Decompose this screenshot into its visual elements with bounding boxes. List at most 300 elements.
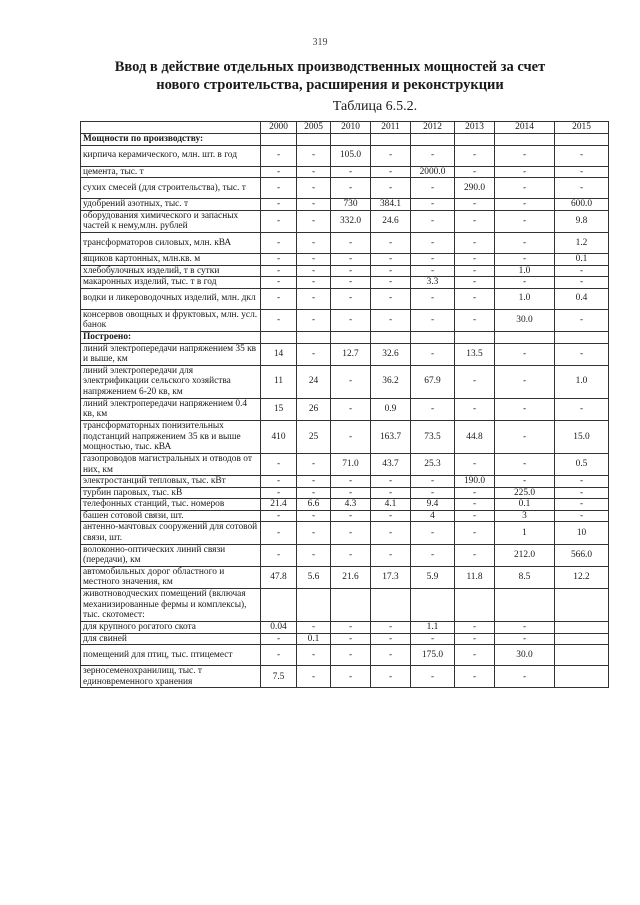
table-cell: 1.2: [555, 232, 609, 253]
table-cell: -: [455, 510, 495, 522]
table-cell: 21.4: [261, 499, 297, 511]
row-label: для свиней: [81, 633, 261, 645]
row-label: антенно-мачтовых сооружений для сотовой связи, шт.: [81, 522, 261, 544]
table-cell: [261, 589, 297, 622]
table-cell: -: [495, 253, 555, 265]
table-cell: -: [331, 420, 371, 453]
table-row: [81, 589, 609, 622]
table-cell: 9.8: [555, 210, 609, 232]
row-label: ящиков картонных, млн.кв. м: [81, 253, 261, 265]
table-cell: 163.7: [371, 420, 411, 453]
row-label: трансформаторных понизительных подстанций напряжением 35 кв и выше мощностью, тыс. кВА: [81, 420, 261, 453]
table-cell: -: [455, 232, 495, 253]
table-cell: -: [261, 453, 297, 475]
table-cell: -: [297, 645, 331, 666]
table-cell: 30.0: [495, 309, 555, 331]
table-cell: -: [495, 365, 555, 398]
table-row: [81, 365, 609, 398]
table-row: [81, 210, 609, 232]
table-cell: 7.5: [261, 666, 297, 688]
table-cell: 24: [297, 365, 331, 398]
table-cell: -: [455, 166, 495, 178]
table-cell: [297, 331, 331, 343]
table-cell: 25: [297, 420, 331, 453]
table-cell: 0.5: [555, 453, 609, 475]
section-row: [81, 331, 609, 343]
table-cell: [555, 134, 609, 146]
table-cell: -: [297, 178, 331, 199]
row-label: турбин паровых, тыс. кВ: [81, 487, 261, 499]
table-cell: -: [297, 510, 331, 522]
table-cell: [411, 589, 455, 622]
table-cell: 0.9: [371, 398, 411, 420]
table-cell: 566.0: [555, 544, 609, 566]
table-cell: -: [331, 522, 371, 544]
table-cell: 0.1: [495, 499, 555, 511]
table-cell: [555, 622, 609, 634]
table-row: [81, 309, 609, 331]
table-cell: -: [555, 277, 609, 289]
table-cell: -: [331, 253, 371, 265]
table-row: [81, 420, 609, 453]
table-cell: -: [495, 232, 555, 253]
table-cell: -: [455, 487, 495, 499]
table-cell: -: [371, 633, 411, 645]
table-row: [81, 178, 609, 199]
table-cell: -: [495, 343, 555, 365]
table-cell: -: [455, 210, 495, 232]
table-cell: -: [555, 487, 609, 499]
header-row: [81, 122, 609, 134]
table-cell: -: [331, 398, 371, 420]
table-row: [81, 253, 609, 265]
table-cell: 15: [261, 398, 297, 420]
table-row: [81, 265, 609, 277]
table-cell: -: [261, 309, 297, 331]
table-cell: -: [297, 309, 331, 331]
table-row: [81, 499, 609, 511]
table-cell: 0.4: [555, 288, 609, 309]
table-cell: -: [555, 476, 609, 488]
table-cell: -: [455, 277, 495, 289]
table-cell: -: [495, 622, 555, 634]
table-cell: -: [411, 487, 455, 499]
table-cell: 8.5: [495, 566, 555, 588]
table-cell: 32.6: [371, 343, 411, 365]
table-cell: 384.1: [371, 199, 411, 211]
table-caption: Таблица 6.5.2.: [332, 99, 418, 114]
table-cell: -: [331, 487, 371, 499]
table-cell: -: [455, 309, 495, 331]
table-cell: -: [455, 145, 495, 166]
table-cell: [331, 589, 371, 622]
table-cell: [455, 134, 495, 146]
page-number: 319: [312, 37, 328, 48]
table-cell: 105.0: [331, 145, 371, 166]
table-cell: -: [297, 145, 331, 166]
table-cell: -: [555, 343, 609, 365]
table-cell: 1.1: [411, 622, 455, 634]
table-cell: [297, 134, 331, 146]
table-row: [81, 633, 609, 645]
table-cell: -: [455, 499, 495, 511]
table-cell: -: [455, 453, 495, 475]
header-label: [81, 122, 261, 134]
table-row: [81, 166, 609, 178]
table-cell: -: [555, 499, 609, 511]
table-cell: [555, 589, 609, 622]
table-cell: -: [555, 178, 609, 199]
table-cell: 290.0: [455, 178, 495, 199]
table-cell: 67.9: [411, 365, 455, 398]
table-cell: [371, 331, 411, 343]
table-row: [81, 476, 609, 488]
table-cell: -: [411, 265, 455, 277]
table-cell: -: [455, 199, 495, 211]
table-cell: 175.0: [411, 645, 455, 666]
table-cell: [331, 134, 371, 146]
table-cell: 600.0: [555, 199, 609, 211]
table-cell: -: [411, 232, 455, 253]
table-cell: -: [495, 210, 555, 232]
table-cell: 2000.0: [411, 166, 455, 178]
table-cell: -: [371, 645, 411, 666]
table-cell: 225.0: [495, 487, 555, 499]
table-cell: -: [455, 544, 495, 566]
table-cell: 26: [297, 398, 331, 420]
table-cell: -: [455, 645, 495, 666]
table-cell: 4.3: [331, 499, 371, 511]
year-header: 2014: [495, 122, 555, 134]
table-cell: -: [371, 265, 411, 277]
table-cell: [495, 589, 555, 622]
table-row: [81, 645, 609, 666]
table-cell: -: [455, 666, 495, 688]
row-label: линий электропередачи напряжением 0.4 кв, км: [81, 398, 261, 420]
table-cell: -: [371, 232, 411, 253]
section-row: [81, 134, 609, 146]
table-row: [81, 487, 609, 499]
table-cell: -: [371, 166, 411, 178]
table-cell: 25.3: [411, 453, 455, 475]
table-cell: 190.0: [455, 476, 495, 488]
row-label: хлебобулочных изделий, т в сутки: [81, 265, 261, 277]
table-cell: -: [455, 253, 495, 265]
table-cell: 332.0: [331, 210, 371, 232]
row-label: для крупного рогатого скота: [81, 622, 261, 634]
capacity-table: [80, 121, 609, 688]
table-cell: -: [555, 145, 609, 166]
table-cell: -: [331, 178, 371, 199]
table-cell: [555, 666, 609, 688]
row-label: консервов овощных и фруктовых, млн. усл. банок: [81, 309, 261, 331]
table-row: [81, 145, 609, 166]
table-cell: -: [411, 398, 455, 420]
table-cell: -: [411, 199, 455, 211]
table-cell: [297, 589, 331, 622]
table-cell: -: [455, 398, 495, 420]
table-cell: -: [297, 544, 331, 566]
table-cell: -: [371, 510, 411, 522]
table-row: [81, 288, 609, 309]
title-line-1: Ввод в действие отдельных производственных мощностей за счет: [114, 59, 546, 75]
table-cell: -: [331, 645, 371, 666]
table-cell: -: [261, 178, 297, 199]
table-cell: [411, 134, 455, 146]
table-cell: -: [455, 288, 495, 309]
table-cell: 17.3: [371, 566, 411, 588]
row-label: башен сотовой связи, шт.: [81, 510, 261, 522]
table-cell: 5.9: [411, 566, 455, 588]
table-cell: -: [331, 277, 371, 289]
table-cell: -: [411, 145, 455, 166]
table-cell: -: [411, 633, 455, 645]
table-cell: -: [297, 166, 331, 178]
table-row: [81, 277, 609, 289]
table-cell: 212.0: [495, 544, 555, 566]
year-header: 2005: [297, 122, 331, 134]
table-cell: -: [331, 510, 371, 522]
year-header: 2012: [411, 122, 455, 134]
table-row: [81, 666, 609, 688]
table-cell: 44.8: [455, 420, 495, 453]
table-cell: -: [411, 178, 455, 199]
table-cell: -: [261, 199, 297, 211]
table-cell: [261, 331, 297, 343]
table-cell: -: [495, 145, 555, 166]
table-cell: 3.3: [411, 277, 455, 289]
table-cell: -: [495, 633, 555, 645]
table-cell: 6.6: [297, 499, 331, 511]
table-cell: 30.0: [495, 645, 555, 666]
table-cell: 1.0: [495, 288, 555, 309]
table-cell: -: [261, 522, 297, 544]
table-cell: -: [411, 522, 455, 544]
table-cell: -: [331, 288, 371, 309]
table-cell: 5.6: [297, 566, 331, 588]
table-cell: -: [411, 343, 455, 365]
table-cell: -: [297, 232, 331, 253]
table-cell: -: [371, 622, 411, 634]
table-cell: -: [371, 666, 411, 688]
table-row: [81, 199, 609, 211]
row-label: телефонных станций, тыс. номеров: [81, 499, 261, 511]
table-cell: 43.7: [371, 453, 411, 475]
row-label: макаронных изделий, тыс. т в год: [81, 277, 261, 289]
table-cell: -: [455, 265, 495, 277]
row-label: трансформаторов силовых, млн. кВА: [81, 232, 261, 253]
table-cell: -: [495, 277, 555, 289]
table-cell: -: [331, 633, 371, 645]
table-row: [81, 566, 609, 588]
year-header: 2010: [331, 122, 371, 134]
table-cell: 3: [495, 510, 555, 522]
section-header: Построено:: [81, 331, 261, 343]
table-cell: -: [261, 210, 297, 232]
table-cell: 73.5: [411, 420, 455, 453]
table-cell: [331, 331, 371, 343]
table-cell: -: [495, 476, 555, 488]
table-cell: [555, 633, 609, 645]
year-header: 2011: [371, 122, 411, 134]
row-label: электростанций тепловых, тыс. кВт: [81, 476, 261, 488]
table-cell: -: [331, 365, 371, 398]
table-cell: -: [455, 365, 495, 398]
table-cell: -: [331, 232, 371, 253]
table-cell: -: [261, 487, 297, 499]
table-cell: -: [261, 476, 297, 488]
table-cell: [371, 589, 411, 622]
year-header: 2000: [261, 122, 297, 134]
table-cell: 4: [411, 510, 455, 522]
year-header: 2013: [455, 122, 495, 134]
table-cell: -: [371, 476, 411, 488]
table-cell: 13.5: [455, 343, 495, 365]
table-cell: -: [331, 309, 371, 331]
row-label: зерносеменохранилищ, тыс. т единовременного хранения: [81, 666, 261, 688]
table-cell: -: [261, 145, 297, 166]
table-cell: -: [371, 253, 411, 265]
table-cell: -: [411, 288, 455, 309]
table-cell: -: [495, 178, 555, 199]
table-cell: -: [261, 645, 297, 666]
table-row: [81, 522, 609, 544]
table-cell: -: [495, 420, 555, 453]
row-label: удобрений азотных, тыс. т: [81, 199, 261, 211]
table-cell: -: [411, 309, 455, 331]
table-row: [81, 622, 609, 634]
table-cell: [411, 331, 455, 343]
table-cell: -: [495, 666, 555, 688]
table-cell: 1.0: [555, 365, 609, 398]
table-cell: -: [331, 666, 371, 688]
table-cell: -: [495, 453, 555, 475]
row-label: животноводческих помещений (включая механизированные фермы и комплексы), тыс. скотомест:: [81, 589, 261, 622]
table-cell: 10: [555, 522, 609, 544]
table-cell: -: [371, 277, 411, 289]
table-cell: -: [297, 253, 331, 265]
table-row: [81, 510, 609, 522]
table-cell: -: [371, 309, 411, 331]
row-label: водки и ликероводочных изделий, млн. дкл: [81, 288, 261, 309]
table-cell: [371, 134, 411, 146]
row-label: газопроводов магистральных и отводов от них, км: [81, 453, 261, 475]
table-cell: -: [297, 288, 331, 309]
table-cell: 1: [495, 522, 555, 544]
table-cell: -: [297, 622, 331, 634]
table-cell: -: [261, 253, 297, 265]
table-cell: [455, 589, 495, 622]
table-cell: -: [371, 522, 411, 544]
table-cell: 1.0: [495, 265, 555, 277]
table-cell: 4.1: [371, 499, 411, 511]
table-cell: -: [261, 232, 297, 253]
table-cell: -: [297, 522, 331, 544]
table-cell: 36.2: [371, 365, 411, 398]
table-cell: -: [331, 544, 371, 566]
table-cell: [555, 331, 609, 343]
table-cell: -: [371, 487, 411, 499]
table-cell: 24.6: [371, 210, 411, 232]
table-row: [81, 453, 609, 475]
table-cell: -: [261, 510, 297, 522]
table-cell: -: [297, 487, 331, 499]
table-cell: -: [297, 453, 331, 475]
row-label: волоконно-оптических линий связи (передачи), км: [81, 544, 261, 566]
table-cell: -: [331, 166, 371, 178]
table-cell: -: [371, 145, 411, 166]
table-cell: 11: [261, 365, 297, 398]
row-label: помещений для птиц, тыс. птицемест: [81, 645, 261, 666]
table-cell: 11.8: [455, 566, 495, 588]
table-cell: 21.6: [331, 566, 371, 588]
row-label: линий электропередачи напряжением 35 кв и выше, км: [81, 343, 261, 365]
table-cell: 0.1: [297, 633, 331, 645]
table-cell: -: [297, 476, 331, 488]
row-label: оборудования химического и запасных частей к нему,млн. рублей: [81, 210, 261, 232]
table-cell: 15.0: [555, 420, 609, 453]
year-header: 2015: [555, 122, 609, 134]
table-cell: 0.1: [555, 253, 609, 265]
table-cell: -: [297, 666, 331, 688]
table-cell: -: [555, 510, 609, 522]
table-cell: -: [331, 622, 371, 634]
table-cell: -: [371, 288, 411, 309]
section-header: Мощности по производству:: [81, 134, 261, 146]
table-cell: -: [555, 265, 609, 277]
table-cell: -: [455, 522, 495, 544]
row-label: цемента, тыс. т: [81, 166, 261, 178]
table-cell: -: [297, 343, 331, 365]
table-cell: [555, 645, 609, 666]
table-cell: 47.8: [261, 566, 297, 588]
table-cell: -: [411, 666, 455, 688]
table-row: [81, 398, 609, 420]
table-cell: -: [297, 265, 331, 277]
table-body: [81, 134, 609, 688]
table-cell: 9.4: [411, 499, 455, 511]
table-cell: 12.2: [555, 566, 609, 588]
table-cell: -: [495, 166, 555, 178]
table-cell: -: [371, 544, 411, 566]
table-cell: -: [297, 277, 331, 289]
table-cell: -: [411, 253, 455, 265]
table-cell: -: [455, 622, 495, 634]
table-row: [81, 343, 609, 365]
table-cell: -: [261, 544, 297, 566]
table-cell: -: [555, 166, 609, 178]
table-cell: -: [331, 265, 371, 277]
table-cell: -: [411, 210, 455, 232]
title-line-2: нового строительства, расширения и реконструкции: [156, 77, 504, 93]
table-cell: 0.04: [261, 622, 297, 634]
table-cell: -: [297, 210, 331, 232]
table-cell: -: [411, 544, 455, 566]
table-cell: -: [495, 398, 555, 420]
table-cell: 410: [261, 420, 297, 453]
table-cell: 71.0: [331, 453, 371, 475]
table-cell: -: [411, 476, 455, 488]
table-cell: [495, 331, 555, 343]
table-cell: -: [555, 398, 609, 420]
table-cell: [261, 134, 297, 146]
table-cell: -: [371, 178, 411, 199]
table-cell: 12.7: [331, 343, 371, 365]
table-cell: -: [261, 265, 297, 277]
table-cell: -: [331, 476, 371, 488]
table-cell: -: [261, 288, 297, 309]
table-cell: -: [455, 633, 495, 645]
